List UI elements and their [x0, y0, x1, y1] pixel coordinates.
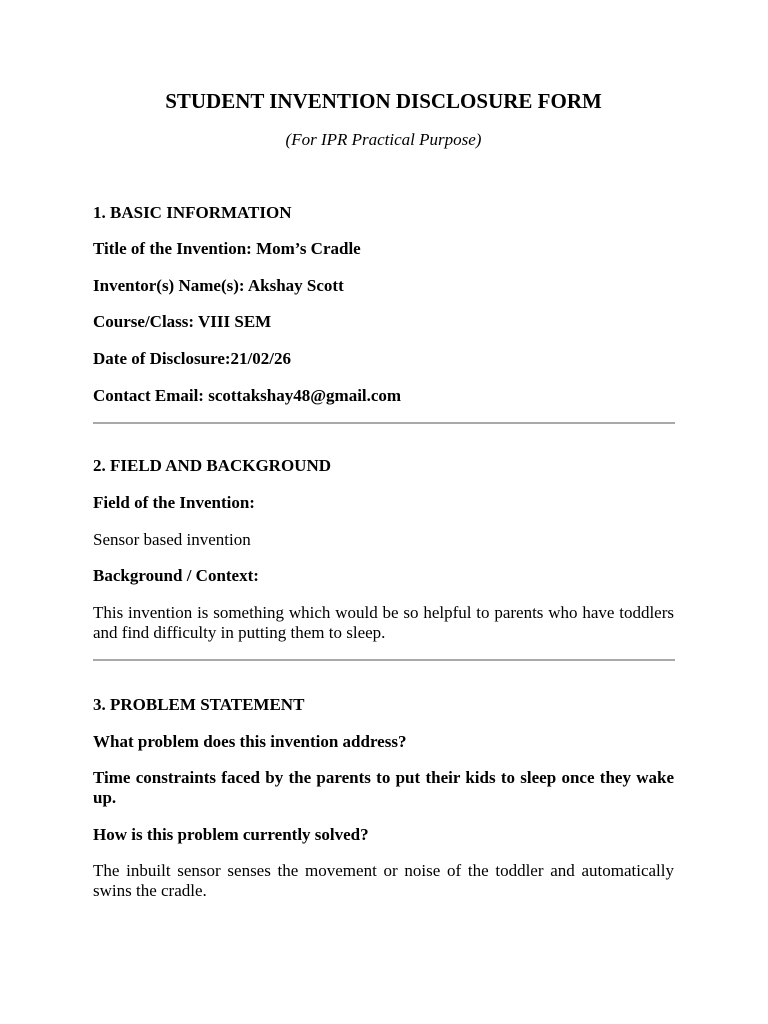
disclosure-date-line: Date of Disclosure:21/02/26	[93, 349, 291, 368]
contact-email-line: Contact Email: scottakshay48@gmail.com	[93, 386, 402, 405]
invention-title-line: Title of the Invention: Mom’s Cradle	[93, 239, 361, 258]
course-class-line: Course/Class: VIII SEM	[93, 312, 272, 331]
inventor-name-line: Inventor(s) Name(s): Akshay Scott	[93, 276, 344, 295]
section-divider	[93, 422, 675, 424]
section-divider	[93, 659, 675, 661]
background-text: This invention is something which would be so helpful to parents who have toddlers and find difficulty in putting them to sleep.	[93, 603, 674, 642]
document-subtitle: (For IPR Practical Purpose)	[285, 130, 482, 149]
background-label: Background / Context:	[93, 566, 259, 585]
section-2-heading: 2. FIELD AND BACKGROUND	[93, 456, 332, 475]
section-1-heading: 1. BASIC INFORMATION	[93, 203, 292, 222]
problem-answer: Time constraints faced by the parents to put their kids to sleep once they wake up.	[93, 768, 674, 807]
field-label: Field of the Invention:	[93, 493, 255, 512]
field-value: Sensor based invention	[93, 530, 251, 549]
current-solution-answer: The inbuilt sensor senses the movement or noise of the toddler and automatically swins the cradle.	[93, 861, 674, 900]
problem-question: What problem does this invention address?	[93, 732, 407, 751]
document-title: STUDENT INVENTION DISCLOSURE FORM	[165, 89, 602, 113]
current-solution-question: How is this problem currently solved?	[93, 825, 369, 844]
section-3-heading: 3. PROBLEM STATEMENT	[93, 695, 305, 714]
